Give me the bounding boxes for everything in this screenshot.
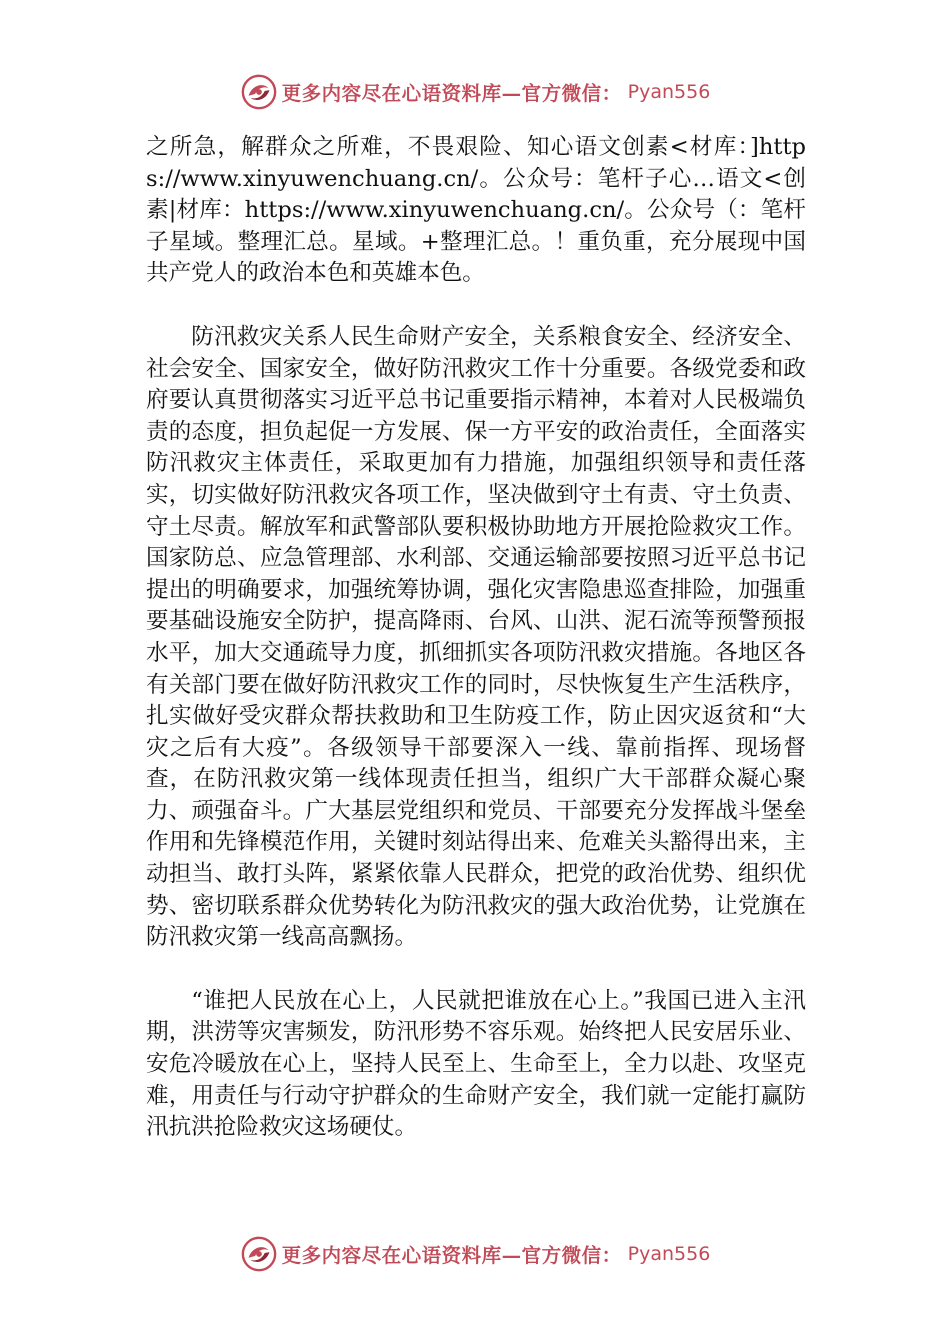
header-wechat-id: Pyan556 [627, 81, 711, 103]
header-banner-text: 更多内容尽在心语资料库—官方微信： [281, 82, 622, 105]
paragraph-gap [146, 954, 806, 986]
footer-banner-text: 更多内容尽在心语资料库—官方微信： [281, 1244, 622, 1267]
paragraph-gap [146, 290, 806, 322]
footer-banner [0, 1232, 950, 1276]
paragraph-1: 之所急，解群众之所难，不畏艰险、知心语文创素<材库：]https://www.xinyuwenchuang.cn/。公众号：笔杆子心…语文<创素|材库：https://www.xinyuwenchuang.cn/。公众号（：笔杆子星域。整理汇总。星域。+整理汇总。！重负重，充分展现中国共产党人的政治本色和英雄本色。 [146, 134, 806, 287]
document-body [146, 132, 806, 1144]
header-banner [0, 70, 950, 114]
footer-wechat-id: Pyan556 [627, 1243, 711, 1265]
red-swirl-logo-icon [240, 1235, 278, 1273]
paragraph-2: 防汛救灾关系人民生命财产安全，关系粮食安全、经济安全、社会安全、国家安全，做好防汛救灾工作十分重要。各级党委和政府要认真贯彻落实习近平总书记重要指示精神，本着对人民极端负责的态度，担负起促一方发展、保一方平安的政治责任，全面落实防汛救灾主体责任，采取更加有力措施，加强组织领导和责任落实，切实做好防汛救灾各项工作，坚决做到守土有责、守土负责、守土尽责。解放军和武警部队要积极协助地方开展抢险救灾工作。国家防总、应急管理部、水利部、交通运输部要按照习近平总书记提出的明确要求，加强统筹协调，强化灾害隐患巡查排险，加强重要基础设施安全防护，提高降雨、台风、山洪、泥石流等预警预报水平，加大交通疏导力度，抓细抓实各项防汛救灾措施。各地区各有关部门要在做好防汛救灾工作的同时，尽快恢复生产生活秩序，扎实做好受灾群众帮扶救助和卫生防疫工作，防止因灾返贫和“大灾之后有大疫”。各级领导干部要深入一线、靠前指挥、现场督查，在防汛救灾第一线体现责任担当，组织广大干部群众凝心聚力、顽强奋斗。广大基层党组织和党员、干部要充分发挥战斗堡垒作用和先锋模范作用，关键时刻站得出来、危难关头豁得出来，主动担当、敢打头阵，紧紧依靠人民群众，把党的政治优势、组织优势、密切联系群众优势转化为防汛救灾的强大政治优势，让党旗在防汛救灾第一线高高飘扬。 [146, 323, 806, 951]
paragraph-3: “谁把人民放在心上，人民就把谁放在心上。”我国已进入主汛期，洪涝等灾害频发，防汛形势不容乐观。始终把人民安居乐业、安危冷暖放在心上，坚持人民至上、生命至上，全力以赴、攻坚克难，用责任与行动守护群众的生命财产安全，我们就一定能打赢防汛抗洪抢险救灾这场硬仗。 [146, 987, 806, 1141]
red-swirl-logo-icon [240, 73, 278, 111]
